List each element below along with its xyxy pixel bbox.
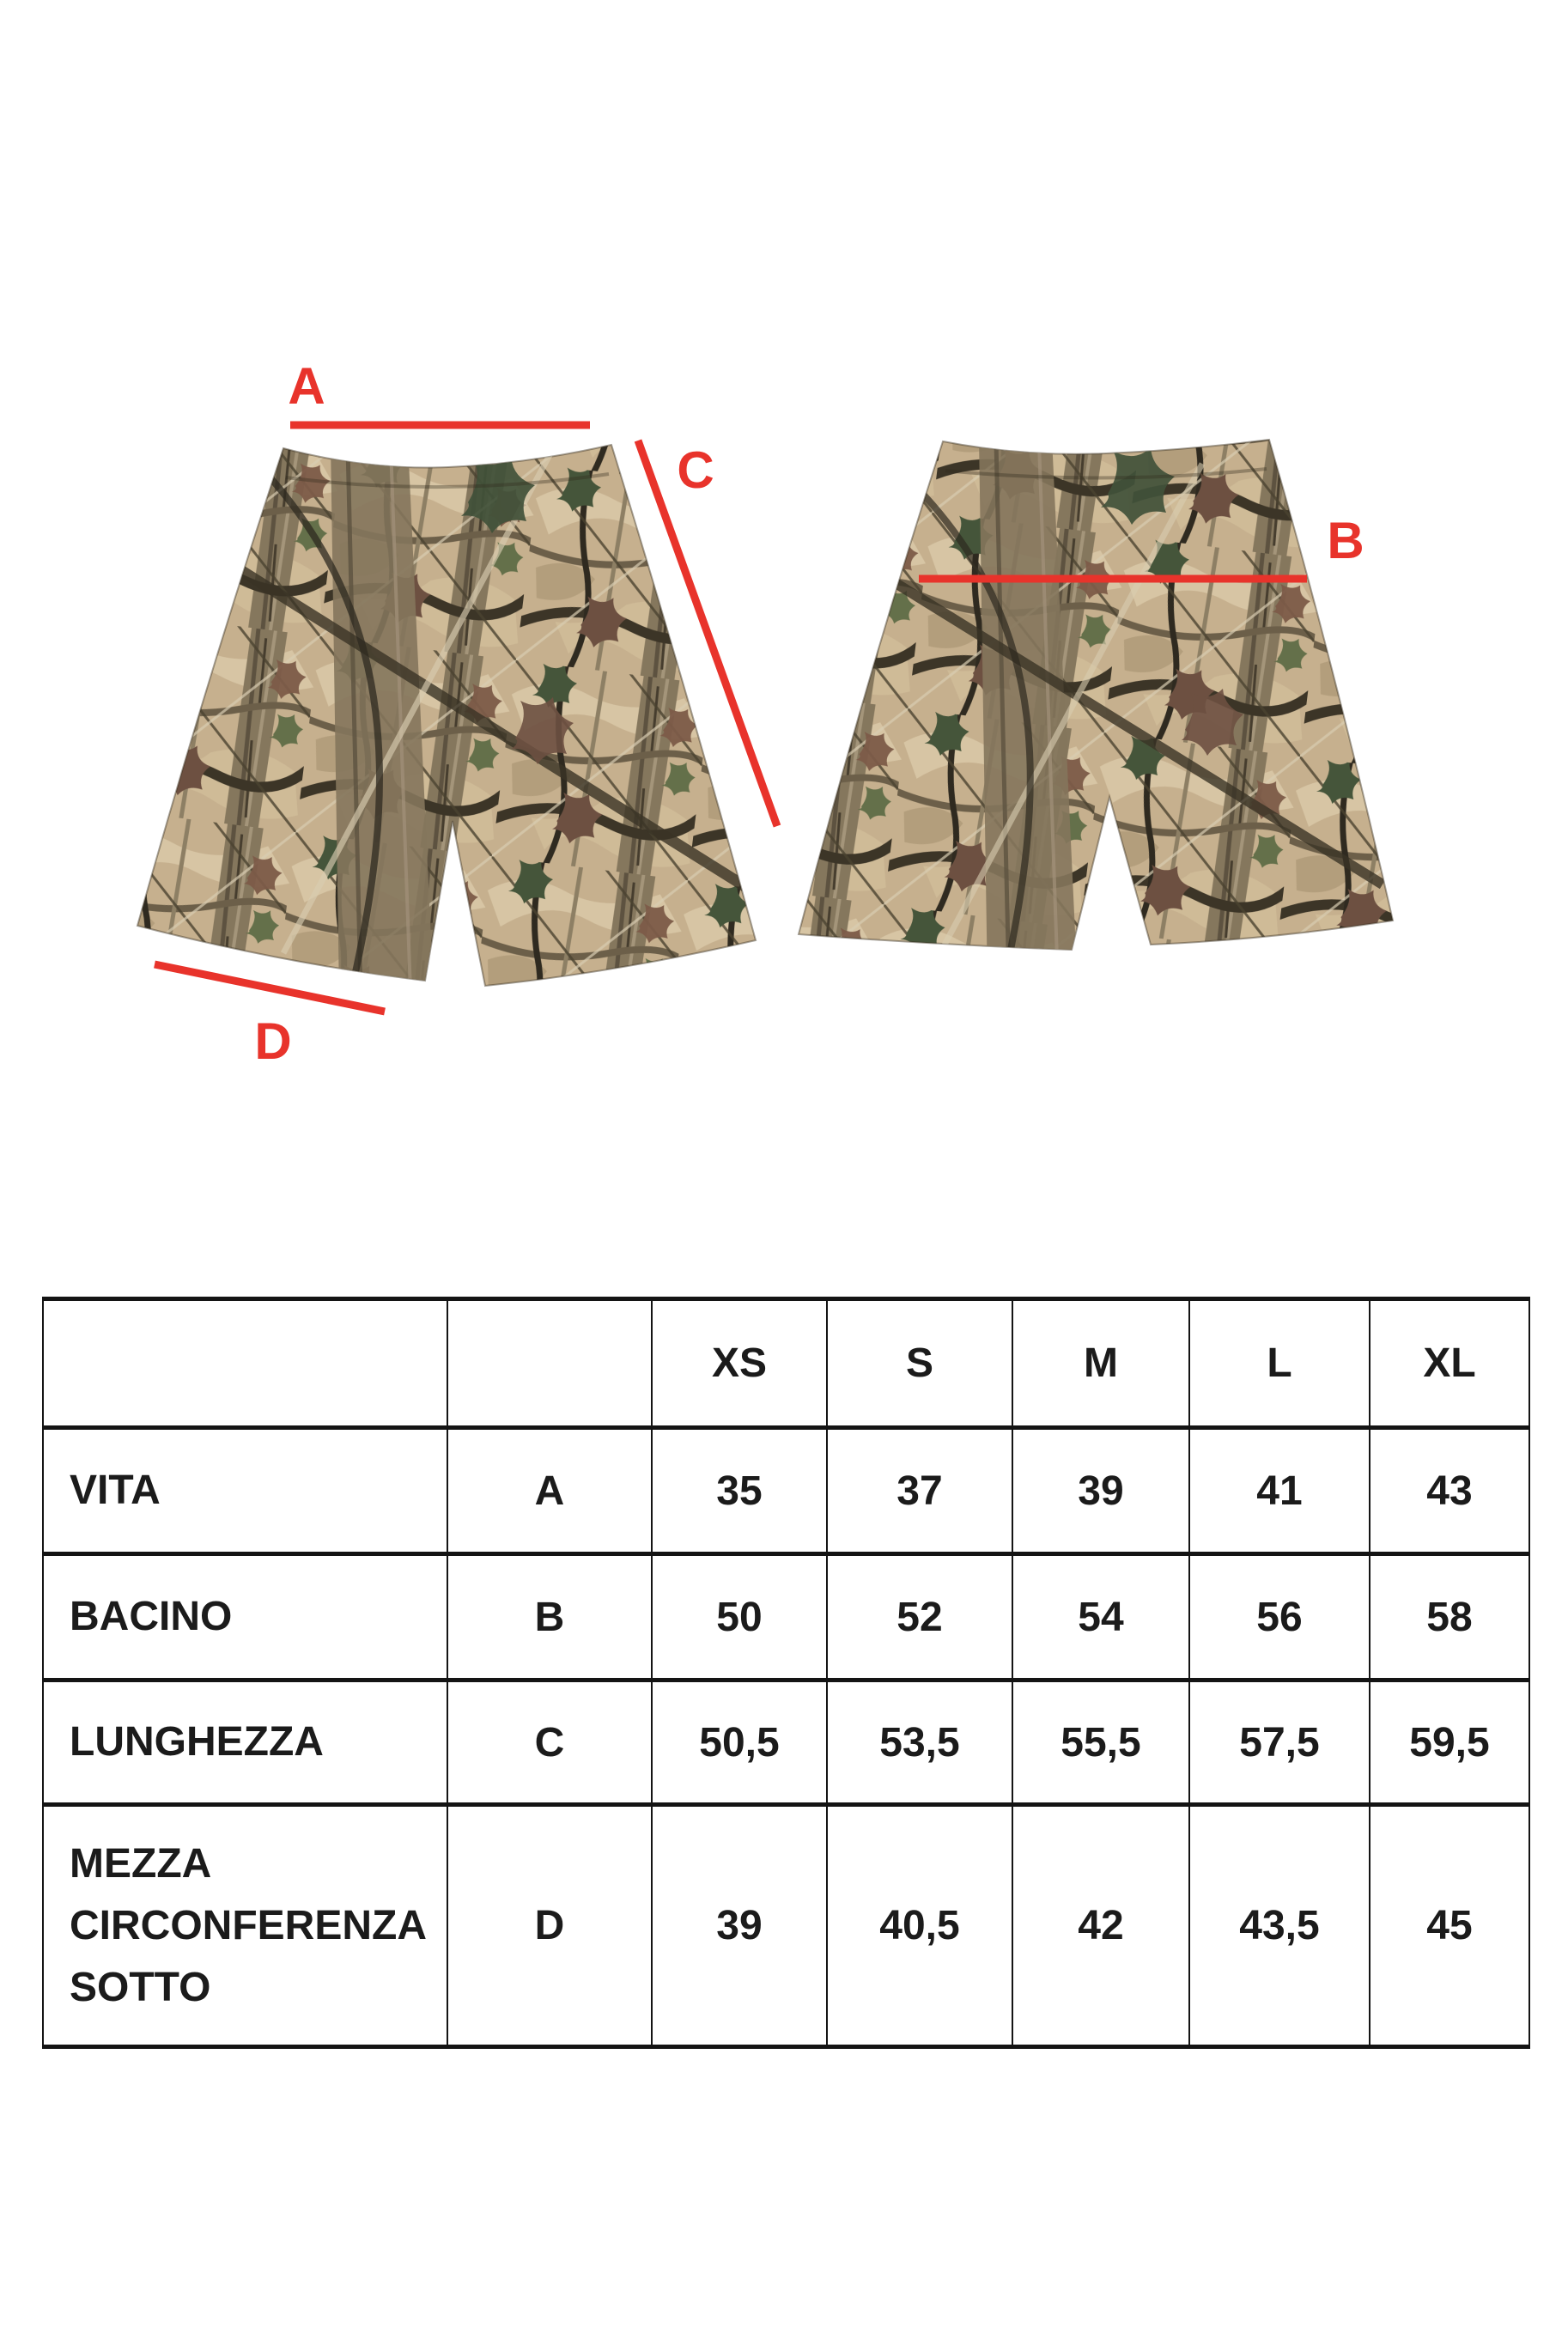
size-value-cell: 52 [827,1554,1012,1680]
table-row-vita [43,1428,1529,1554]
measure-label-c: C [677,441,714,499]
size-value-cell: 43 [1370,1428,1529,1554]
size-value-cell: 56 [1189,1554,1370,1680]
measure-letter-cell: C [447,1680,652,1805]
size-value-cell: 55,5 [1012,1680,1189,1805]
measure-letter-cell: B [447,1554,652,1680]
size-header-l: L [1189,1299,1370,1428]
size-table [42,1297,1530,2049]
size-value-cell: 54 [1012,1554,1189,1680]
measure-letter-cell: A [447,1428,652,1554]
size-header-xl: XL [1370,1299,1529,1428]
table-row-lunghezza [43,1680,1529,1805]
size-value-cell: 50 [652,1554,827,1680]
measurement-diagram [0,343,1568,1082]
size-value-cell: 43,5 [1189,1805,1370,2047]
shorts-back-image [799,438,1393,988]
size-table-header-row [43,1299,1529,1428]
row-label-cell: MEZZA CIRCONFERENZA SOTTO [43,1805,447,2047]
row-label-cell: BACINO [43,1554,447,1680]
size-value-cell: 41 [1189,1428,1370,1554]
shorts-front-image [137,442,756,996]
measure-label-a: A [288,357,325,415]
size-value-cell: 39 [652,1805,827,2047]
size-value-cell: 40,5 [827,1805,1012,2047]
size-value-cell: 50,5 [652,1680,827,1805]
row-label-cell: LUNGHEZZA [43,1680,447,1805]
size-value-cell: 35 [652,1428,827,1554]
measure-line-d [155,964,385,1012]
size-value-cell: 39 [1012,1428,1189,1554]
size-value-cell: 42 [1012,1805,1189,2047]
measure-label-d: D [254,1012,292,1070]
size-value-cell: 58 [1370,1554,1529,1680]
size-value-cell: 57,5 [1189,1680,1370,1805]
letter-header-cell [447,1299,652,1428]
size-value-cell: 59,5 [1370,1680,1529,1805]
size-value-cell: 37 [827,1428,1012,1554]
table-row-bacino [43,1554,1529,1680]
corner-cell [43,1299,447,1428]
size-header-s: S [827,1299,1012,1428]
row-label-cell: VITA [43,1428,447,1554]
table-row-mezza-circonferenza-sotto [43,1805,1529,2047]
measure-label-b: B [1327,512,1364,569]
measure-letter-cell: D [447,1805,652,2047]
size-header-xs: XS [652,1299,827,1428]
size-value-cell: 53,5 [827,1680,1012,1805]
size-value-cell: 45 [1370,1805,1529,2047]
size-header-m: M [1012,1299,1189,1428]
